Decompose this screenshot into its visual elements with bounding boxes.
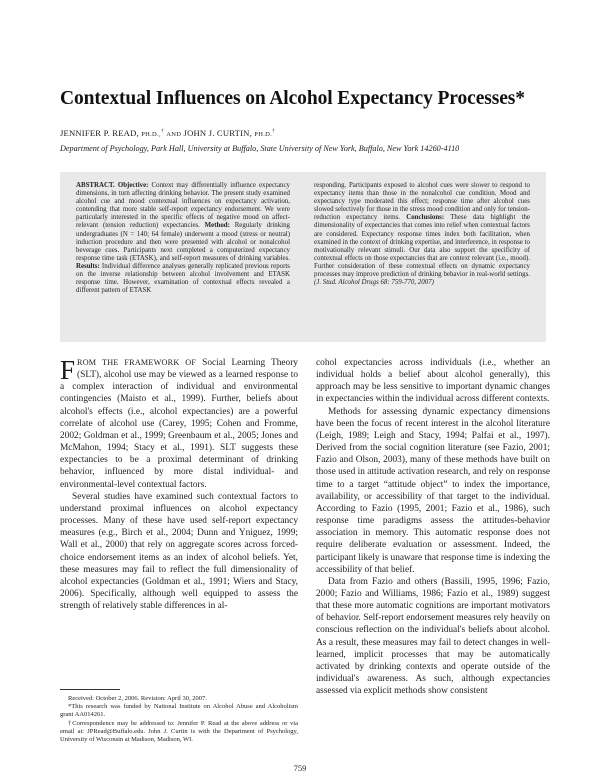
abstract-column-right xyxy=(314,182,530,287)
footnote-divider xyxy=(60,689,120,690)
method-text: Regularly drinking undergraduates (N = 140; 64 female) underwent a mood (stress or neutral) induction procedure and then were presented with alcohol or nonalcohol beverage cues. Participants next completed a computerized expectancy response time task (ETASK), and self-report measures of drinking variables. xyxy=(76,222,290,262)
author-line xyxy=(60,128,560,138)
paragraph-1-text: Social Learning Theory (SLT), alcohol use may be viewed as a learned response to a complex interaction of individual and environmental contingencies (Maisto et al., 1999). Further, beliefs about alcohol's effects (i.e., alcohol expectancies) are a powerful correlate of alcohol use (Carey, 1995; Cohen and Fromme, 2002; Goldman et al., 1999; Greenbaum et al., 2005; Jones and McMahon, 1994; Stacy et al., 1991). SLT suggests these expectancies to be a proximal determinant of drinking behavior, influenced by more distal individual- and environmental-level contextual factors. xyxy=(60,358,298,490)
footnote-correspondence: †Correspondence may be addressed to: Jennifer P. Read at the above address or via email at: JPRead@Buffalo.edu. John J. Curtin is with the Department of Psychology, University of Wisconsin at Madison, Madison, WI. xyxy=(60,719,298,744)
conclusions-text: These data highlight the dimensionality of expectancies that comes into relief when contextual factors are considered. Expectancy response times index both facilitation, when examined in the context of drinking expertise, and interference, in response to motivationally relevant stimuli. Our data also support the specificity of contextual effects on those expectancies that are context relevant (i.e., mood). Further consideration of these contextual effects on dynamic expectancy processes may improve prediction of drinking behavior in real-world settings. xyxy=(314,214,530,279)
affiliation: Department of Psychology, Park Hall, University at Buffalo, State University of New York, Buffalo, New York 14260-4110 xyxy=(60,144,460,153)
article-title: Contextual Influences on Alcohol Expectancy Processes* xyxy=(60,88,525,109)
page-number: 759 xyxy=(293,763,307,773)
footnotes xyxy=(60,695,298,744)
objective-text: Context may differentially influence expectancy dimensions, in turn affecting drinking behavior. The present study examined alcohol cue and mood contextual influences on expectancy activation, contending that more stable self-report expectancy endorsement. We were particularly interested in the specific effects of negative mood on affect-relevant (tension reduction) expectancies. xyxy=(76,182,290,230)
abstract-label: ABSTRACT. xyxy=(76,182,115,189)
body-column-right xyxy=(316,357,550,697)
results-label: Results: xyxy=(76,262,100,270)
paragraph-3: Methods for assessing dynamic expectancy dimensions have been the focus of recent interest in the alcohol literature (Leigh, 1989; Leigh and Stacy, 1994; Palfai et al., 1997). Derived from the social cognition literature (see Fazio, 2001; Fazio and Olson, 2003), many of these methods have built on those used in attitude activation research, and rely on response time to a target “attitude object” to index the importance, availability, or accessibility of that target to the individual. According to Fazio (1995, 2001; Fazio et al., 1986), such response time paradigms assess the attitudes-behavior association in memory. This automatic response does not require deliberate evaluation or assessment. Indeed, the participant likely is unaware that response time is indexing the accessibility of that belief. xyxy=(316,406,550,575)
author-connector: AND xyxy=(166,131,182,138)
paragraph-2-left: Several studies have examined such contextual factors to understand proximal influences on alcohol expectancy processes. Many of these have used self-report expectancy measures (e.g., Birch et al., 2004; Dunn and Yniguez, 1999; Wall et al., 2000) that rely on aggregate scores across forced-choice endorsement items as an index of alcohol beliefs. Yet, these measures may fail to reflect the full dimensionality of alcohol expectancies (Goldman et al., 1991; Wiers and Stacy, 2006). Specifically, although well equipped to assess the strength of relatively stable differences in al- xyxy=(60,491,298,612)
author-1-degree: PH.D., xyxy=(141,131,161,138)
results-text-left: Individual difference analyses generally replicated previous reports on the inverse relationship between alcohol involvement and ETASK response time. However, examination of contextual effects revealed a different pattern of ETASK xyxy=(76,262,290,295)
method-label: Method: xyxy=(204,222,230,230)
paragraph-2-right: cohol expectancies across individuals (i.e., whether an individual holds a belief about alcohol generally), this approach may be less sensitive to important dynamic changes in expectancies within the individual across different contexts. xyxy=(316,358,550,405)
objective-label: Objective: xyxy=(117,182,149,189)
footnote-received: Received: October 2, 2006. Revision: April 30, 2007. xyxy=(68,695,207,702)
author-2-mark: † xyxy=(272,128,275,135)
drop-cap: F xyxy=(60,355,76,385)
author-2-degree: PH.D. xyxy=(254,131,273,138)
body-column-left xyxy=(60,357,298,612)
conclusions-label: Conclusions: xyxy=(406,214,445,222)
author-1-mark: † xyxy=(160,128,164,135)
author-1-name: JENNIFER P. READ, xyxy=(60,128,139,138)
abstract-column-left xyxy=(76,182,290,295)
author-2-name: JOHN J. CURTIN, xyxy=(183,128,252,138)
lead-smallcaps: ROM THE FRAMEWORK OF xyxy=(77,358,197,367)
results-text-right: responding. Participants exposed to alcohol cues were slower to respond to expectancy items than those in the nonalcohol cue condition. Mood and expectancy type moderated this effect; response time after alcohol cues slowed selectively for those in the stress mood condition and only for tension-reduction expectancy items. xyxy=(314,182,530,222)
footnote-funding: *This research was funded by National Institute on Alcohol Abuse and Alcoholism grant AA014261. xyxy=(60,703,298,719)
abstract-box xyxy=(60,172,546,342)
abstract-citation: (J. Stud. Alcohol Drugs 68: 759-770, 2007) xyxy=(314,279,434,287)
paragraph-4: Data from Fazio and others (Bassili, 1995, 1996; Fazio, 2000; Fazio and Williams, 1986; Fazio et al., 1989) suggest that these more automatic cognitions are important motivators of behavior. Self-report endorsement measures rely heavily on conscious reflection on the individual's beliefs about alcohol. As a result, these measures may fail to detect changes in well-learned, implicit processes that may be automatically activated by drinking contexts and operate outside of the individual's awareness. As such, although expectancies assessed via explicit methods show consistent xyxy=(316,576,550,697)
paragraph-1 xyxy=(60,357,298,491)
